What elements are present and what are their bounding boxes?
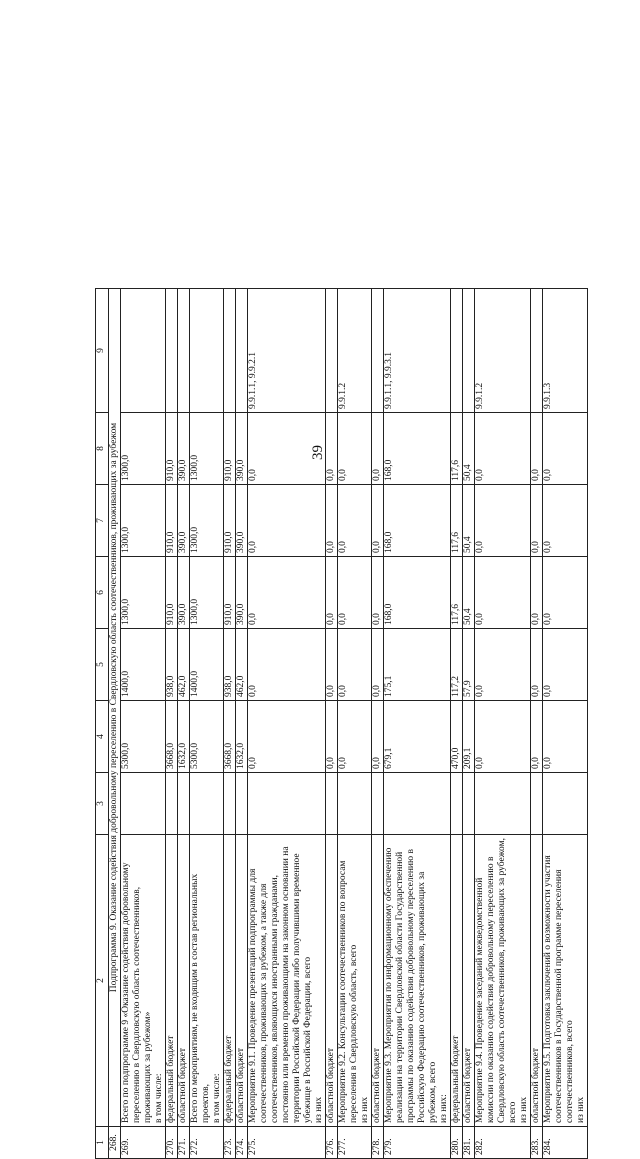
cell-c9: 9.9.1.1, 9.9.3.1 bbox=[384, 289, 451, 413]
cell-c4: 470,0 bbox=[451, 701, 463, 773]
cell-c6: 0,0 bbox=[475, 557, 531, 629]
cell-c4: 0,0 bbox=[326, 701, 338, 773]
cell-c6: 168,0 bbox=[384, 557, 451, 629]
row-number: 273. bbox=[224, 1127, 236, 1159]
cell-c8: 910,0 bbox=[224, 413, 236, 485]
cell-c3 bbox=[451, 773, 463, 835]
cell-c5: 0,0 bbox=[531, 629, 543, 701]
table-row bbox=[166, 289, 178, 1159]
cell-c3 bbox=[372, 773, 384, 835]
column-header-1: 1 bbox=[96, 1127, 109, 1159]
cell-c9 bbox=[372, 289, 384, 413]
cell-c6: 0,0 bbox=[338, 557, 372, 629]
column-header-5: 5 bbox=[96, 629, 109, 701]
row-number: 275. bbox=[248, 1127, 326, 1159]
program-table-container bbox=[95, 289, 635, 1159]
table-row bbox=[326, 289, 338, 1159]
cell-c9 bbox=[224, 289, 236, 413]
cell-c6: 910,0 bbox=[224, 557, 236, 629]
cell-c7: 0,0 bbox=[338, 485, 372, 557]
cell-c8: 0,0 bbox=[531, 413, 543, 485]
cell-c9: 9.9.1.3 bbox=[543, 289, 588, 413]
cell-c8: 0,0 bbox=[372, 413, 384, 485]
cell-c4: 0,0 bbox=[475, 701, 531, 773]
cell-c7: 50,4 bbox=[463, 485, 475, 557]
cell-c4: 0,0 bbox=[248, 701, 326, 773]
cell-c3 bbox=[248, 773, 326, 835]
cell-c4: 5300,0 bbox=[190, 701, 224, 773]
row-number: 283. bbox=[531, 1127, 543, 1159]
row-description: Всего по мероприятиям, не входящим в состав региональных проектов, в том числе: bbox=[190, 835, 224, 1127]
cell-c6: 1300,0 bbox=[121, 557, 166, 629]
cell-c3 bbox=[190, 773, 224, 835]
page-number: 39 bbox=[310, 445, 326, 460]
cell-c3 bbox=[224, 773, 236, 835]
cell-c9: 9.9.1.1, 9.9.2.1 bbox=[248, 289, 326, 413]
cell-c9 bbox=[463, 289, 475, 413]
row-description: областной бюджет bbox=[372, 835, 384, 1127]
row-description: Мероприятие 9.4. Проведение заседаний межведомственной комиссии по оказанию содействия добровольному переселению в Свердловскую область соотечественников, проживающих за рубежом, всего из них bbox=[475, 835, 531, 1127]
column-header-7: 7 bbox=[96, 485, 109, 557]
row-number: 272. bbox=[190, 1127, 224, 1159]
cell-c5: 938,0 bbox=[224, 629, 236, 701]
cell-c8: 0,0 bbox=[248, 413, 326, 485]
cell-c7: 117,6 bbox=[451, 485, 463, 557]
cell-c4: 3668,0 bbox=[224, 701, 236, 773]
cell-c9 bbox=[326, 289, 338, 413]
cell-c9 bbox=[178, 289, 190, 413]
cell-c8: 117,6 bbox=[451, 413, 463, 485]
row-number: 278. bbox=[372, 1127, 384, 1159]
cell-c5: 0,0 bbox=[326, 629, 338, 701]
cell-c7: 168,0 bbox=[384, 485, 451, 557]
cell-c8: 0,0 bbox=[543, 413, 588, 485]
cell-c6: 910,0 bbox=[166, 557, 178, 629]
cell-c3 bbox=[236, 773, 248, 835]
cell-c3 bbox=[463, 773, 475, 835]
row-number: 269. bbox=[121, 1127, 166, 1159]
row-description: областной бюджет bbox=[326, 835, 338, 1127]
cell-c9 bbox=[531, 289, 543, 413]
table-row bbox=[384, 289, 451, 1159]
row-number: 282. bbox=[475, 1127, 531, 1159]
row-description: областной бюджет bbox=[531, 835, 543, 1127]
cell-c5: 117,2 bbox=[451, 629, 463, 701]
cell-c3 bbox=[121, 773, 166, 835]
cell-c5: 462,0 bbox=[178, 629, 190, 701]
row-number: 276. bbox=[326, 1127, 338, 1159]
cell-c7: 0,0 bbox=[248, 485, 326, 557]
row-description: Всего по подпрограмме 9 «Оказание содействия добровольному переселению в Свердловскую область соотечественников, проживающих за рубежом» в том числе: bbox=[121, 835, 166, 1127]
cell-c3 bbox=[384, 773, 451, 835]
table-row bbox=[372, 289, 384, 1159]
cell-c6: 390,0 bbox=[236, 557, 248, 629]
cell-c8: 168,0 bbox=[384, 413, 451, 485]
cell-c4: 209,1 bbox=[463, 701, 475, 773]
subprogram-title: Подпрограмма 9. Оказание содействия добровольному переселению в Свердловскую область соотечественников, проживающих за рубежом bbox=[109, 289, 121, 1127]
cell-c9 bbox=[121, 289, 166, 413]
row-number: 279. bbox=[384, 1127, 451, 1159]
cell-c9: 9.9.1.2 bbox=[338, 289, 372, 413]
cell-c6: 390,0 bbox=[178, 557, 190, 629]
cell-c9 bbox=[190, 289, 224, 413]
cell-c7: 910,0 bbox=[224, 485, 236, 557]
table-row bbox=[475, 289, 531, 1159]
table-header-row bbox=[96, 289, 109, 1159]
cell-c5: 0,0 bbox=[338, 629, 372, 701]
column-header-2: 2 bbox=[96, 835, 109, 1127]
program-table bbox=[95, 288, 588, 1159]
column-header-3: 3 bbox=[96, 773, 109, 835]
cell-c7: 390,0 bbox=[178, 485, 190, 557]
cell-c7: 390,0 bbox=[236, 485, 248, 557]
cell-c3 bbox=[326, 773, 338, 835]
table-row bbox=[109, 289, 121, 1159]
cell-c9 bbox=[236, 289, 248, 413]
cell-c8: 0,0 bbox=[326, 413, 338, 485]
row-number: 281. bbox=[463, 1127, 475, 1159]
row-description: Мероприятие 9.3. Мероприятия по информационному обеспечению реализации на территории Свердловской области Государственной программы по оказанию содействия добровольному переселению в Российскую Федерацию соотечественников, проживающих за рубежом, всего из них: bbox=[384, 835, 451, 1127]
cell-c5: 57,9 bbox=[463, 629, 475, 701]
cell-c5: 938,0 bbox=[166, 629, 178, 701]
cell-c5: 0,0 bbox=[543, 629, 588, 701]
table-row bbox=[121, 289, 166, 1159]
cell-c9: 9.9.1.2 bbox=[475, 289, 531, 413]
cell-c7: 0,0 bbox=[372, 485, 384, 557]
cell-c7: 0,0 bbox=[326, 485, 338, 557]
cell-c6: 0,0 bbox=[372, 557, 384, 629]
row-description: Мероприятие 9.2. Консультации соотечественников по вопросам переселения в Свердловскую область, всего из них bbox=[338, 835, 372, 1127]
row-description: федеральный бюджет bbox=[224, 835, 236, 1127]
cell-c4: 0,0 bbox=[338, 701, 372, 773]
row-description: областной бюджет bbox=[236, 835, 248, 1127]
cell-c5: 175,1 bbox=[384, 629, 451, 701]
cell-c3 bbox=[543, 773, 588, 835]
cell-c4: 0,0 bbox=[372, 701, 384, 773]
row-description: Мероприятие 9.1. Проведение презентаций подпрограммы для соотечественников, проживающих за рубежом, а также для соотечественников, являющихся иностранными гражданами, постоянно или временно проживающими на законном основании на территории Российской Федерации либо получившими временное убежище в Российской Федерации, всего из них bbox=[248, 835, 326, 1127]
column-header-4: 4 bbox=[96, 701, 109, 773]
table-row bbox=[248, 289, 326, 1159]
cell-c8: 0,0 bbox=[338, 413, 372, 485]
row-number: 277. bbox=[338, 1127, 372, 1159]
cell-c8: 0,0 bbox=[475, 413, 531, 485]
cell-c4: 3668,0 bbox=[166, 701, 178, 773]
cell-c3 bbox=[166, 773, 178, 835]
cell-c6: 0,0 bbox=[543, 557, 588, 629]
cell-c7: 910,0 bbox=[166, 485, 178, 557]
column-header-8: 8 bbox=[96, 413, 109, 485]
row-description: областной бюджет bbox=[178, 835, 190, 1127]
row-description: федеральный бюджет bbox=[451, 835, 463, 1127]
cell-c3 bbox=[178, 773, 190, 835]
cell-c3 bbox=[531, 773, 543, 835]
cell-c8: 390,0 bbox=[236, 413, 248, 485]
row-number: 270. bbox=[166, 1127, 178, 1159]
column-header-9: 9 bbox=[96, 289, 109, 413]
cell-c4: 679,1 bbox=[384, 701, 451, 773]
row-number: 268. bbox=[109, 1127, 121, 1159]
cell-c4: 1632,0 bbox=[178, 701, 190, 773]
cell-c8: 910,0 bbox=[166, 413, 178, 485]
cell-c8: 1300,0 bbox=[190, 413, 224, 485]
cell-c8: 1300,0 bbox=[121, 413, 166, 485]
cell-c9 bbox=[451, 289, 463, 413]
cell-c7: 1300,0 bbox=[121, 485, 166, 557]
row-description: федеральный бюджет bbox=[166, 835, 178, 1127]
table-row bbox=[338, 289, 372, 1159]
table-row bbox=[236, 289, 248, 1159]
table-row bbox=[463, 289, 475, 1159]
table-row bbox=[224, 289, 236, 1159]
row-number: 271. bbox=[178, 1127, 190, 1159]
row-number: 280. bbox=[451, 1127, 463, 1159]
cell-c6: 1300,0 bbox=[190, 557, 224, 629]
cell-c7: 0,0 bbox=[475, 485, 531, 557]
cell-c7: 0,0 bbox=[543, 485, 588, 557]
cell-c5: 462,0 bbox=[236, 629, 248, 701]
table-row bbox=[451, 289, 463, 1159]
cell-c3 bbox=[338, 773, 372, 835]
cell-c5: 0,0 bbox=[248, 629, 326, 701]
cell-c4: 1632,0 bbox=[236, 701, 248, 773]
cell-c3 bbox=[475, 773, 531, 835]
cell-c4: 0,0 bbox=[531, 701, 543, 773]
cell-c5: 0,0 bbox=[475, 629, 531, 701]
cell-c6: 117,6 bbox=[451, 557, 463, 629]
cell-c9 bbox=[166, 289, 178, 413]
cell-c6: 0,0 bbox=[531, 557, 543, 629]
cell-c7: 0,0 bbox=[531, 485, 543, 557]
cell-c8: 390,0 bbox=[178, 413, 190, 485]
cell-c6: 50,4 bbox=[463, 557, 475, 629]
cell-c5: 1400,0 bbox=[121, 629, 166, 701]
cell-c5: 0,0 bbox=[372, 629, 384, 701]
cell-c8: 50,4 bbox=[463, 413, 475, 485]
table-row bbox=[178, 289, 190, 1159]
table-body bbox=[109, 289, 588, 1159]
cell-c4: 0,0 bbox=[543, 701, 588, 773]
cell-c7: 1300,0 bbox=[190, 485, 224, 557]
cell-c4: 5300,0 bbox=[121, 701, 166, 773]
row-number: 274. bbox=[236, 1127, 248, 1159]
row-description: областной бюджет bbox=[463, 835, 475, 1127]
cell-c6: 0,0 bbox=[326, 557, 338, 629]
cell-c6: 0,0 bbox=[248, 557, 326, 629]
table-row bbox=[531, 289, 543, 1159]
column-header-6: 6 bbox=[96, 557, 109, 629]
table-row bbox=[190, 289, 224, 1159]
cell-c5: 1400,0 bbox=[190, 629, 224, 701]
table-row bbox=[543, 289, 588, 1159]
row-description: Мероприятие 9.5. Подготовка заключений о возможности участия соотечественников в Государственной программе переселения соотечественников, всего из них bbox=[543, 835, 588, 1127]
row-number: 284. bbox=[543, 1127, 588, 1159]
